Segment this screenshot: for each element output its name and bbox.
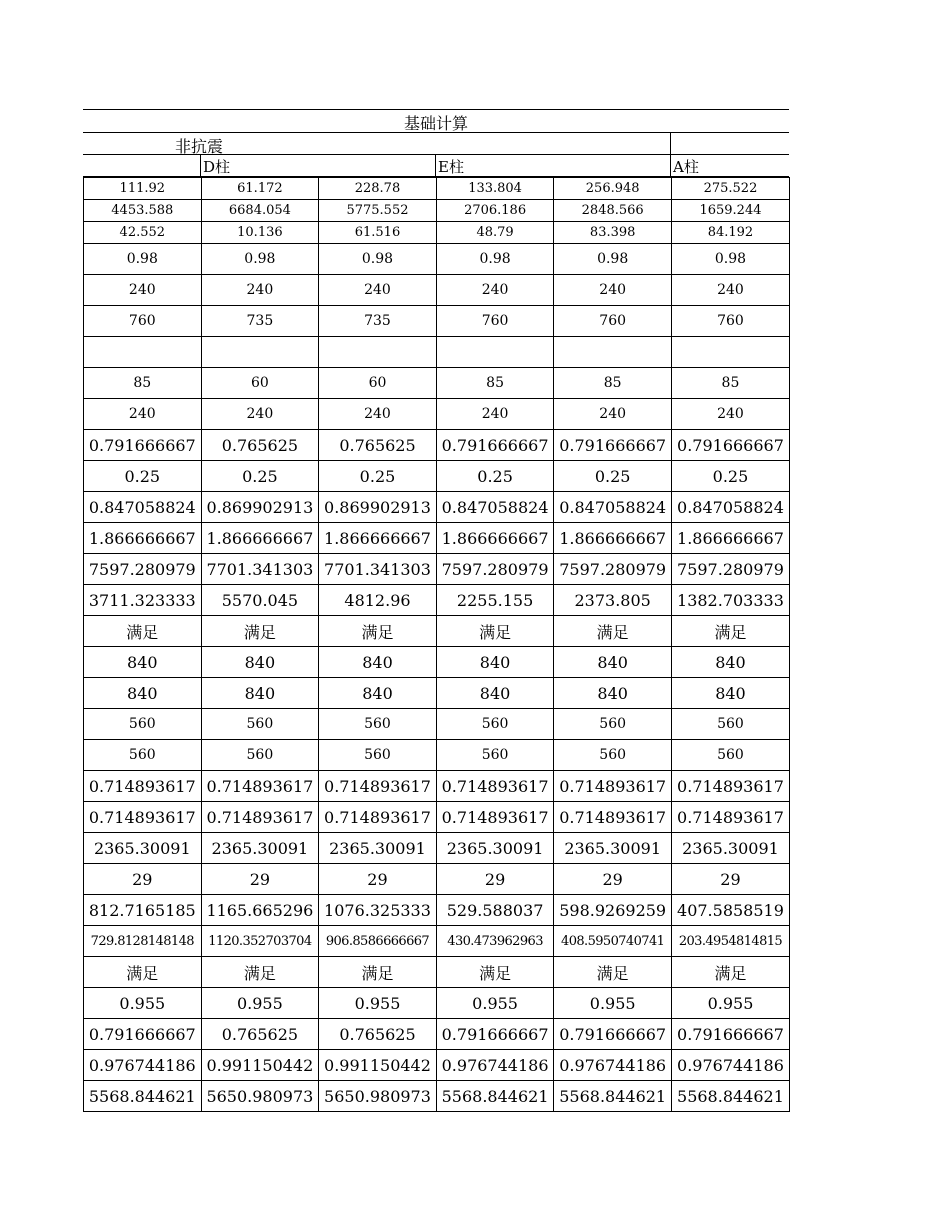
table-cell: 0.955 [319,988,437,1019]
table-row [84,1019,790,1050]
table-row [84,957,790,988]
table-cell [319,337,437,368]
table-cell: 满足 [201,957,319,988]
table-cell: 0.714893617 [436,802,554,833]
table-cell: 0.714893617 [84,771,202,802]
table-cell: 1.866666667 [554,523,672,554]
table-cell: 560 [84,740,202,771]
table-cell: 0.991150442 [201,1050,319,1081]
table-cell [201,337,319,368]
table-cell: 0.25 [671,461,789,492]
table-cell: 1.866666667 [436,523,554,554]
table-cell: 2365.30091 [554,833,672,864]
table-cell: 0.791666667 [436,1019,554,1050]
table-cell: 735 [201,306,319,337]
table-cell: 满足 [84,616,202,647]
table-cell: 0.714893617 [201,771,319,802]
table-cell: 560 [201,709,319,740]
data-table [83,177,790,1112]
table-cell: 0.869902913 [319,492,437,523]
table-cell: 0.714893617 [554,802,672,833]
table-cell [671,337,789,368]
table-cell: 84.192 [671,222,789,244]
table-cell: 60 [201,368,319,399]
table-cell: 240 [436,275,554,306]
section-label: 非抗震 [175,137,224,156]
table-cell: 560 [84,709,202,740]
table-cell: 0.25 [319,461,437,492]
table-cell: 560 [319,740,437,771]
table-cell: 840 [201,647,319,678]
table-cell: 5568.844621 [554,1081,672,1112]
table-row [84,554,790,585]
table-cell: 满足 [554,957,672,988]
table-cell: 5570.045 [201,585,319,616]
table-cell: 2365.30091 [671,833,789,864]
table-cell: 760 [436,306,554,337]
table-cell: 7597.280979 [436,554,554,585]
table-row [84,802,790,833]
table-cell: 1076.325333 [319,895,437,926]
table-cell: 0.98 [671,244,789,275]
table-cell: 560 [319,709,437,740]
table-cell: 0.714893617 [319,802,437,833]
table-cell: 133.804 [436,178,554,200]
table-cell: 407.5858519 [671,895,789,926]
table-cell: 5650.980973 [201,1081,319,1112]
table-row [84,1081,790,1112]
table-cell: 满足 [319,957,437,988]
table-cell: 760 [554,306,672,337]
table-cell: 560 [554,709,672,740]
table-cell: 906.8586666667 [319,926,437,957]
table-cell: 85 [436,368,554,399]
table-cell: 61.516 [319,222,437,244]
table-cell: 6684.054 [201,200,319,222]
table-cell: 29 [671,864,789,895]
table-cell: 240 [319,399,437,430]
table-cell: 840 [436,678,554,709]
table-cell: 275.522 [671,178,789,200]
table-cell: 0.714893617 [671,771,789,802]
table-cell: 85 [554,368,672,399]
table-cell: 840 [671,647,789,678]
table-row [84,306,790,337]
table-cell: 4812.96 [319,585,437,616]
table-cell: 0.765625 [201,430,319,461]
table-cell: 0.955 [554,988,672,1019]
table-cell: 240 [554,399,672,430]
table-cell: 3711.323333 [84,585,202,616]
section-row [83,133,789,155]
table-cell: 7597.280979 [84,554,202,585]
table-cell: 0.976744186 [671,1050,789,1081]
table-cell: 0.765625 [201,1019,319,1050]
table-cell: 529.588037 [436,895,554,926]
table-cell: 5568.844621 [84,1081,202,1112]
table-row [84,895,790,926]
table-cell: 735 [319,306,437,337]
table-cell: 85 [84,368,202,399]
table-cell: 5568.844621 [436,1081,554,1112]
table-cell: 2365.30091 [84,833,202,864]
table-row [84,709,790,740]
table-row [84,585,790,616]
table-cell: 840 [554,647,672,678]
table-cell: 0.976744186 [436,1050,554,1081]
table-row [84,222,790,244]
table-cell: 0.976744186 [554,1050,672,1081]
table-cell: 0.765625 [319,430,437,461]
table-row [84,399,790,430]
table-cell: 203.4954814815 [671,926,789,957]
table-cell: 840 [84,678,202,709]
table-cell: 0.25 [84,461,202,492]
table-cell: 0.98 [84,244,202,275]
table-cell: 83.398 [554,222,672,244]
table-cell: 560 [436,709,554,740]
table-cell: 840 [319,647,437,678]
table-row [84,337,790,368]
table-body [84,178,790,1112]
table-cell: 0.955 [436,988,554,1019]
table-row [84,771,790,802]
table-cell: 228.78 [319,178,437,200]
table-cell: 840 [201,678,319,709]
table-cell: 5650.980973 [319,1081,437,1112]
table-cell: 840 [671,678,789,709]
table-cell: 0.25 [554,461,672,492]
table-cell: 85 [671,368,789,399]
table-cell: 0.791666667 [84,430,202,461]
table-cell: 0.714893617 [436,771,554,802]
table-cell: 0.955 [201,988,319,1019]
table-cell [554,337,672,368]
table-row [84,740,790,771]
table-cell: 1.866666667 [201,523,319,554]
table-cell: 29 [319,864,437,895]
table-row [84,523,790,554]
table-cell: 满足 [319,616,437,647]
table-cell: 0.791666667 [554,1019,672,1050]
table-cell: 2365.30091 [319,833,437,864]
table-row [84,200,790,222]
table-cell: 0.847058824 [84,492,202,523]
table-cell: 1.866666667 [319,523,437,554]
table-cell: 1382.703333 [671,585,789,616]
table-cell: 760 [671,306,789,337]
table-cell: 240 [201,275,319,306]
table-cell: 满足 [671,616,789,647]
table-cell: 0.791666667 [671,1019,789,1050]
table-row [84,178,790,200]
table-cell: 0.955 [84,988,202,1019]
table-cell: 0.765625 [319,1019,437,1050]
table-cell: 1659.244 [671,200,789,222]
table-cell: 29 [436,864,554,895]
table-cell: 760 [84,306,202,337]
table-row [84,368,790,399]
table-cell: 满足 [201,616,319,647]
table-cell: 840 [319,678,437,709]
table-cell: 7597.280979 [554,554,672,585]
header-divider [200,155,201,176]
table-cell: 840 [554,678,672,709]
table-cell: 满足 [436,957,554,988]
column-header-d: D柱 [203,158,231,176]
table-row [84,864,790,895]
table-cell: 240 [671,399,789,430]
title-row [83,109,789,133]
table-cell: 256.948 [554,178,672,200]
table-cell: 0.25 [436,461,554,492]
table-cell: 560 [554,740,672,771]
table-cell: 0.714893617 [201,802,319,833]
table-cell: 0.791666667 [436,430,554,461]
table-cell: 29 [84,864,202,895]
table-cell: 满足 [84,957,202,988]
table-cell: 0.847058824 [554,492,672,523]
section-right-cell [670,133,789,154]
table-cell: 0.714893617 [671,802,789,833]
table-cell: 2365.30091 [201,833,319,864]
table-cell: 0.869902913 [201,492,319,523]
table-cell: 1120.352703704 [201,926,319,957]
table-cell: 0.25 [201,461,319,492]
table-cell: 0.714893617 [84,802,202,833]
table-cell: 0.714893617 [554,771,672,802]
table-cell: 560 [201,740,319,771]
table-cell: 240 [84,275,202,306]
table-row [84,926,790,957]
table-cell: 5775.552 [319,200,437,222]
table-cell: 0.976744186 [84,1050,202,1081]
table-cell: 29 [554,864,672,895]
table-cell: 2373.805 [554,585,672,616]
table-cell: 240 [84,399,202,430]
table-cell: 840 [436,647,554,678]
table-row [84,461,790,492]
table-cell [84,337,202,368]
table-cell: 48.79 [436,222,554,244]
table-row [84,275,790,306]
header-divider [435,155,436,176]
table-cell: 0.98 [319,244,437,275]
table-cell: 2706.186 [436,200,554,222]
table-cell: 1165.665296 [201,895,319,926]
table-cell: 0.98 [436,244,554,275]
table-cell: 满足 [554,616,672,647]
spreadsheet [83,109,789,1112]
table-cell: 560 [671,709,789,740]
table-cell: 7701.341303 [201,554,319,585]
table-cell: 430.473962963 [436,926,554,957]
table-cell: 0.847058824 [671,492,789,523]
table-cell: 0.791666667 [554,430,672,461]
sheet-title: 基础计算 [403,114,468,133]
table-cell: 0.791666667 [671,430,789,461]
table-row [84,244,790,275]
table-cell [436,337,554,368]
table-cell: 729.8128148148 [84,926,202,957]
table-cell: 408.5950740741 [554,926,672,957]
table-cell: 240 [671,275,789,306]
table-cell: 42.552 [84,222,202,244]
table-cell: 10.136 [201,222,319,244]
table-row [84,616,790,647]
table-cell: 0.98 [554,244,672,275]
table-row [84,492,790,523]
table-cell: 5568.844621 [671,1081,789,1112]
table-cell: 7597.280979 [671,554,789,585]
table-cell: 2255.155 [436,585,554,616]
table-cell: 60 [319,368,437,399]
table-cell: 0.847058824 [436,492,554,523]
table-cell: 0.98 [201,244,319,275]
table-cell: 满足 [671,957,789,988]
table-row [84,988,790,1019]
table-cell: 4453.588 [84,200,202,222]
table-cell: 840 [84,647,202,678]
table-cell: 1.866666667 [84,523,202,554]
table-cell: 29 [201,864,319,895]
table-cell: 111.92 [84,178,202,200]
table-cell: 560 [436,740,554,771]
table-cell: 812.7165185 [84,895,202,926]
column-header-row [83,155,789,177]
table-cell: 2365.30091 [436,833,554,864]
table-row [84,430,790,461]
table-cell: 0.791666667 [84,1019,202,1050]
column-header-a: A柱 [673,158,699,176]
table-cell: 7701.341303 [319,554,437,585]
table-cell: 61.172 [201,178,319,200]
table-cell: 240 [436,399,554,430]
table-cell: 满足 [436,616,554,647]
table-cell: 240 [554,275,672,306]
table-cell: 598.9269259 [554,895,672,926]
table-cell: 240 [319,275,437,306]
table-row [84,678,790,709]
table-cell: 0.955 [671,988,789,1019]
table-cell: 560 [671,740,789,771]
table-cell: 240 [201,399,319,430]
table-row [84,1050,790,1081]
table-row [84,647,790,678]
table-cell: 0.991150442 [319,1050,437,1081]
header-divider [670,155,671,176]
table-cell: 1.866666667 [671,523,789,554]
table-row [84,833,790,864]
column-header-e: E柱 [438,158,464,176]
table-cell: 2848.566 [554,200,672,222]
table-cell: 0.714893617 [319,771,437,802]
